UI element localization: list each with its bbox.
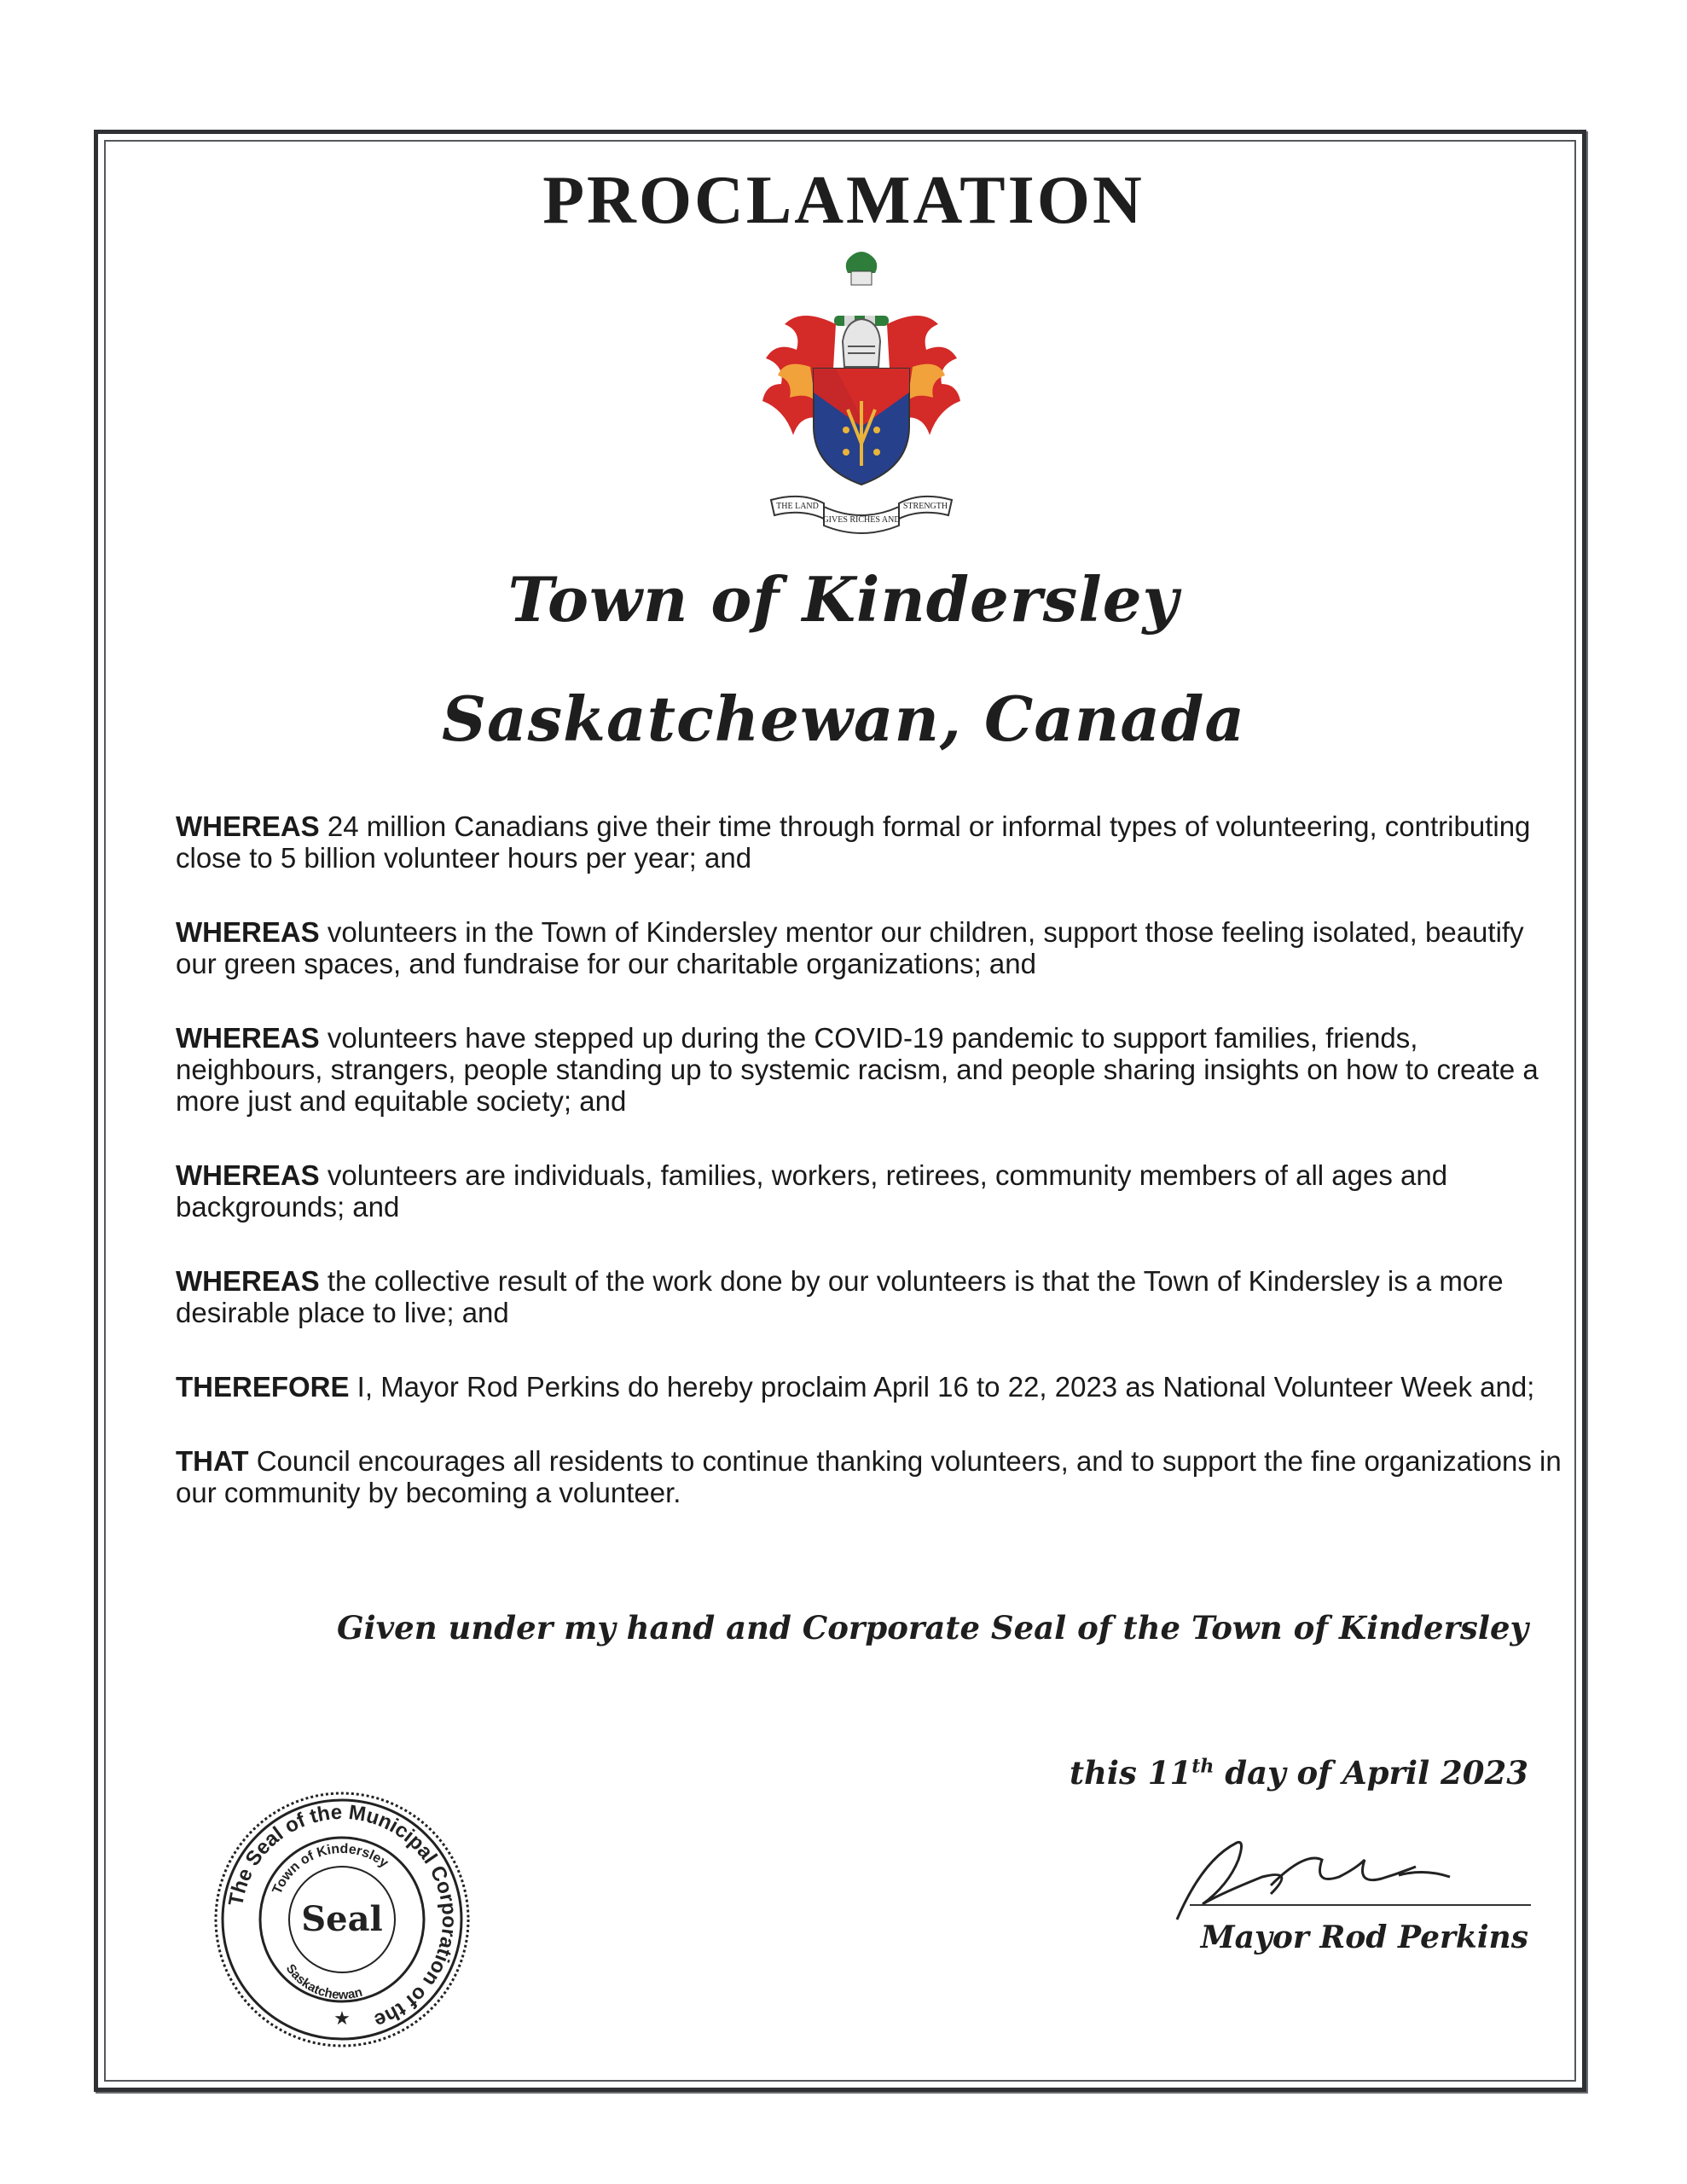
- clause-text: Council encourages all residents to continue thanking volunteers, and to support the fine organizations in our community by becoming a volunteer.: [176, 1445, 1562, 1508]
- clause: [176, 1265, 1566, 1328]
- document-title: PROCLAMATION: [542, 163, 1145, 238]
- seal-center-text: Seal: [301, 1899, 383, 1939]
- clause: [176, 1371, 1566, 1403]
- svg-text:Saskatchewan: [283, 1961, 364, 2002]
- date-rest: day of April 2023: [1214, 1754, 1528, 1792]
- clause-lead: WHEREAS: [176, 810, 320, 842]
- seal-star-icon: ★: [333, 2007, 351, 2029]
- crest-motto-center: GIVES RICHES AND: [822, 515, 901, 525]
- clause-text: volunteers in the Town of Kindersley mentor our children, support those feeling isolated, beautify our green spaces, and fundraise for our charitable organizations; and: [176, 916, 1524, 979]
- crest-motto-right: STRENGTH: [902, 502, 948, 511]
- clause: [176, 1159, 1566, 1223]
- clause-lead: THEREFORE: [176, 1371, 350, 1403]
- given-under-hand-line: Given under my hand and Corporate Seal of the Town of Kindersley: [337, 1609, 1528, 1647]
- clause: [176, 1022, 1566, 1117]
- clause: [176, 1445, 1566, 1508]
- signature-rule: [1190, 1904, 1531, 1906]
- clause-text: volunteers have stepped up during the COVID-19 pandemic to support families, friends, neighbours, strangers, people standing up to systemic racism, and people sharing insights on how to create a more just and equitable society; and: [176, 1022, 1539, 1117]
- clause: [176, 916, 1566, 979]
- clause-text: 24 million Canadians give their time through formal or informal types of volunteering, contributing close to 5 billion volunteer hours per year; and: [176, 810, 1531, 874]
- date-suffix: th: [1191, 1755, 1215, 1778]
- clause-lead: WHEREAS: [176, 1265, 320, 1297]
- corporate-seal-icon: [210, 1787, 474, 2052]
- clause: [176, 810, 1566, 874]
- town-name: Town of Kindersley: [507, 563, 1180, 636]
- proclamation-body: [176, 810, 1566, 1551]
- clause-text: the collective result of the work done by our volunteers is that the Town of Kindersley is a more desirable place to live; and: [176, 1265, 1504, 1328]
- date-prefix: this 11: [1069, 1754, 1192, 1792]
- coat-of-arms-icon: [751, 247, 972, 537]
- signature-icon: [1143, 1826, 1544, 1928]
- clause-text: I, Mayor Rod Perkins do hereby proclaim April 16 to 22, 2023 as National Volunteer Week and;: [349, 1371, 1535, 1403]
- clause-lead: WHEREAS: [176, 916, 320, 948]
- seal-inner-text: Town of Kindersley: [270, 1841, 391, 1896]
- clause-lead: WHEREAS: [176, 1022, 320, 1054]
- town-region: Saskatchewan, Canada: [441, 682, 1246, 755]
- clause-text: volunteers are individuals, families, workers, retirees, community members of all ages and backgrounds; and: [176, 1159, 1448, 1223]
- clause-lead: WHEREAS: [176, 1159, 320, 1191]
- signatory-name: Mayor Rod Perkins: [1200, 1920, 1528, 1955]
- date-line: [1070, 1754, 1528, 1792]
- seal-bottom-text: Saskatchewan: [282, 1961, 364, 2003]
- clause-lead: THAT: [176, 1445, 249, 1477]
- svg-text:Town of Kindersley: [270, 1842, 391, 1896]
- seal-outer-text: The Seal of the Municipal Corporation of the: [224, 1800, 461, 2033]
- crest-motto-left: THE LAND: [776, 502, 819, 511]
